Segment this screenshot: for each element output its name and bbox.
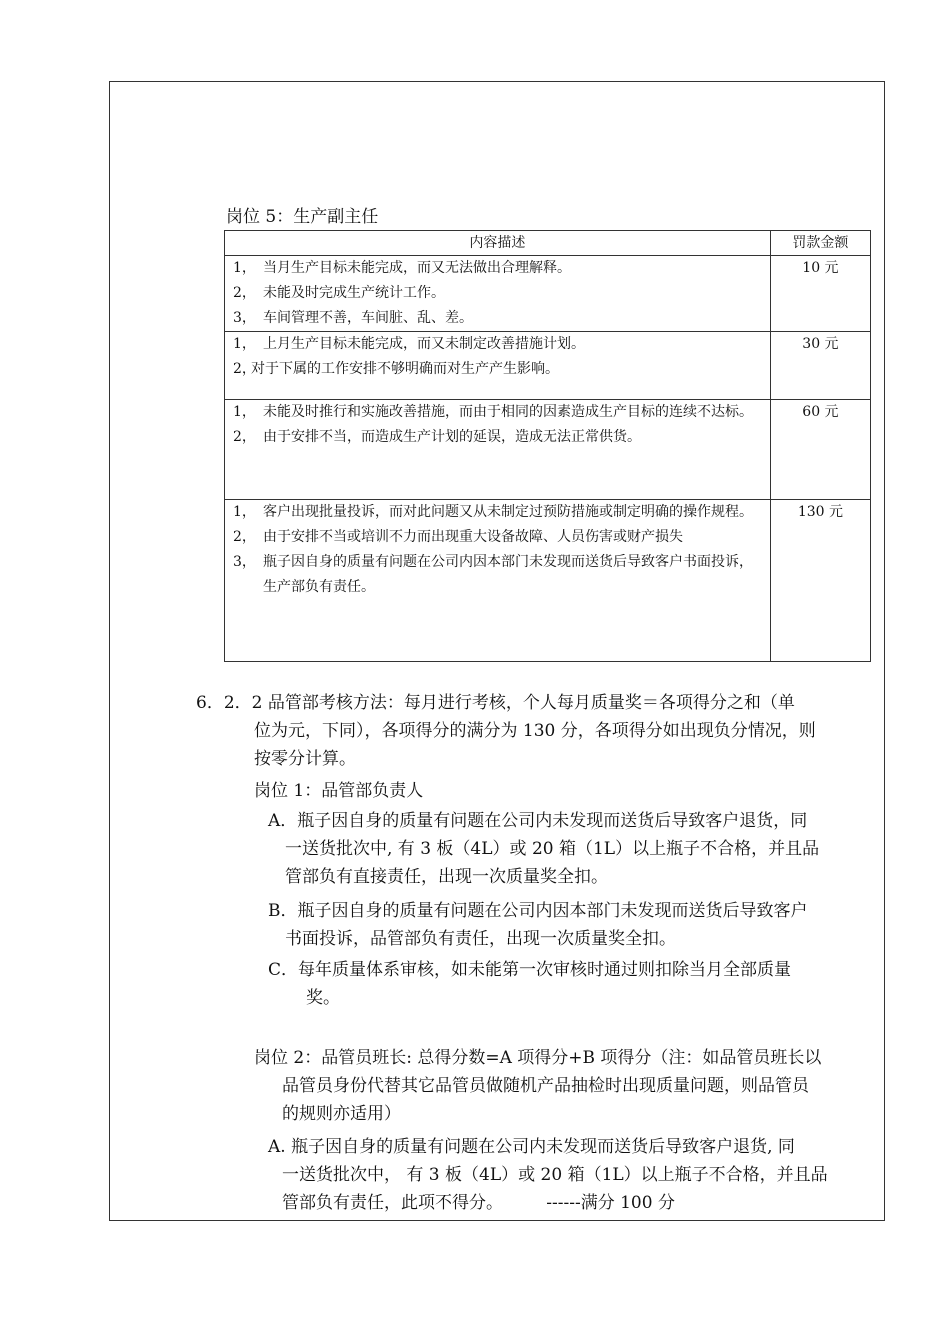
item-line: 管部负有直接责任，出现一次质量奖全扣。 (285, 867, 608, 887)
item-line: A．瓶子因自身的质量有问题在公司内未发现而送货后导致客户退货，同 (268, 811, 808, 831)
section-line: 位为元，下同），各项得分的满分为 130 分，各项得分如出现负分情况，则 (254, 721, 816, 741)
item-num: 1， (233, 260, 256, 276)
item-text: 车间管理不善，车间脏、乱、差。 (263, 310, 473, 326)
table-row (225, 256, 871, 332)
row-desc (225, 332, 771, 400)
item-num: 1， (233, 336, 256, 352)
section-line: 6．2．2 品管部考核方法：每月进行考核，个人每月质量奖＝各项得分之和（单 (196, 693, 795, 713)
header-desc: 内容描述 (225, 231, 771, 256)
item-line: 奖。 (306, 988, 340, 1008)
post2-line: 品管员身份代替其它品管员做随机产品抽检时出现质量问题，则品管员 (282, 1076, 809, 1096)
post5-title: 岗位 5：生产副主任 (226, 207, 379, 227)
post1-title: 岗位 1：品管部负责人 (254, 781, 424, 801)
item-line: 管部负有责任，此项不得分。 ------满分 100 分 (282, 1193, 675, 1213)
item-num: 3， (233, 310, 256, 326)
row-desc (225, 256, 771, 332)
item-text: 当月生产目标未能完成，而又无法做出合理解释。 (263, 260, 571, 276)
item-text: 未能及时完成生产统计工作。 (263, 285, 445, 301)
item-num: 2， (233, 529, 256, 545)
item-num: 1， (233, 504, 256, 520)
item-line: A. 瓶子因自身的质量有问题在公司内未发现而送货后导致客户退货, 同 (268, 1137, 795, 1157)
section-line: 按零分计算。 (254, 749, 356, 769)
row-amount: 30 元 (770, 332, 870, 400)
item-line: 书面投诉，品管部负有责任，出现一次质量奖全扣。 (285, 929, 676, 949)
item-text: 由于安排不当，而造成生产计划的延误，造成无法正常供货。 (263, 429, 641, 445)
section-6-2-2 (196, 689, 816, 773)
item-num: 2， (233, 285, 256, 301)
table-row (225, 500, 871, 662)
table-header-row (225, 231, 871, 256)
post1-item-c (268, 956, 791, 1012)
item-text: 上月生产目标未能完成，而又未制定改善措施计划。 (263, 336, 585, 352)
post1-item-a (268, 807, 819, 891)
row-amount: 130 元 (770, 500, 870, 662)
item-text: 对于下属的工作安排不够明确而对生产产生影响。 (251, 361, 559, 377)
item-line: C．每年质量体系审核，如未能第一次审核时通过则扣除当月全部质量 (268, 960, 792, 980)
item-num: 1， (233, 404, 256, 420)
row-amount: 60 元 (770, 400, 870, 500)
post2-line: 的规则亦适用） (282, 1104, 401, 1124)
row-desc (225, 500, 771, 662)
table-row (225, 332, 871, 400)
header-amount: 罚款金额 (770, 231, 870, 256)
row-amount: 10 元 (770, 256, 870, 332)
item-num: 2， (233, 361, 256, 377)
item-text: 瓶子因自身的质量有问题在公司内因本部门未发现而送货后导致客户书面投诉，生产部负有责任。 (263, 554, 753, 595)
item-text: 客户出现批量投诉，而对此问题又从未制定过预防措施或制定明确的操作规程。 (263, 504, 753, 520)
item-line: 一送货批次中， 有 3 板（4L）或 20 箱（1L）以上瓶子不合格，并且品 (282, 1165, 828, 1185)
post2-block (254, 1044, 821, 1128)
penalty-table (224, 230, 871, 662)
item-num: 3， (233, 554, 256, 570)
row-desc (225, 400, 771, 500)
table-row (225, 400, 871, 500)
item-line: 一送货批次中, 有 3 板（4L）或 20 箱（1L）以上瓶子不合格，并且品 (285, 839, 820, 859)
post2-line: 岗位 2：品管员班长: 总得分数=A 项得分+B 项得分（注：如品管员班长以 (254, 1048, 822, 1068)
item-line: B．瓶子因自身的质量有问题在公司内因本部门未发现而送货后导致客户 (268, 901, 808, 921)
item-text: 由于安排不当或培训不力而出现重大设备故障、人员伤害或财产损失 (263, 529, 683, 545)
post1-item-b (268, 897, 808, 953)
post2-item-a (268, 1133, 828, 1217)
item-text: 未能及时推行和实施改善措施，而由于相同的因素造成生产目标的连续不达标。 (263, 404, 753, 420)
post1-block (254, 777, 423, 805)
item-num: 2， (233, 429, 256, 445)
